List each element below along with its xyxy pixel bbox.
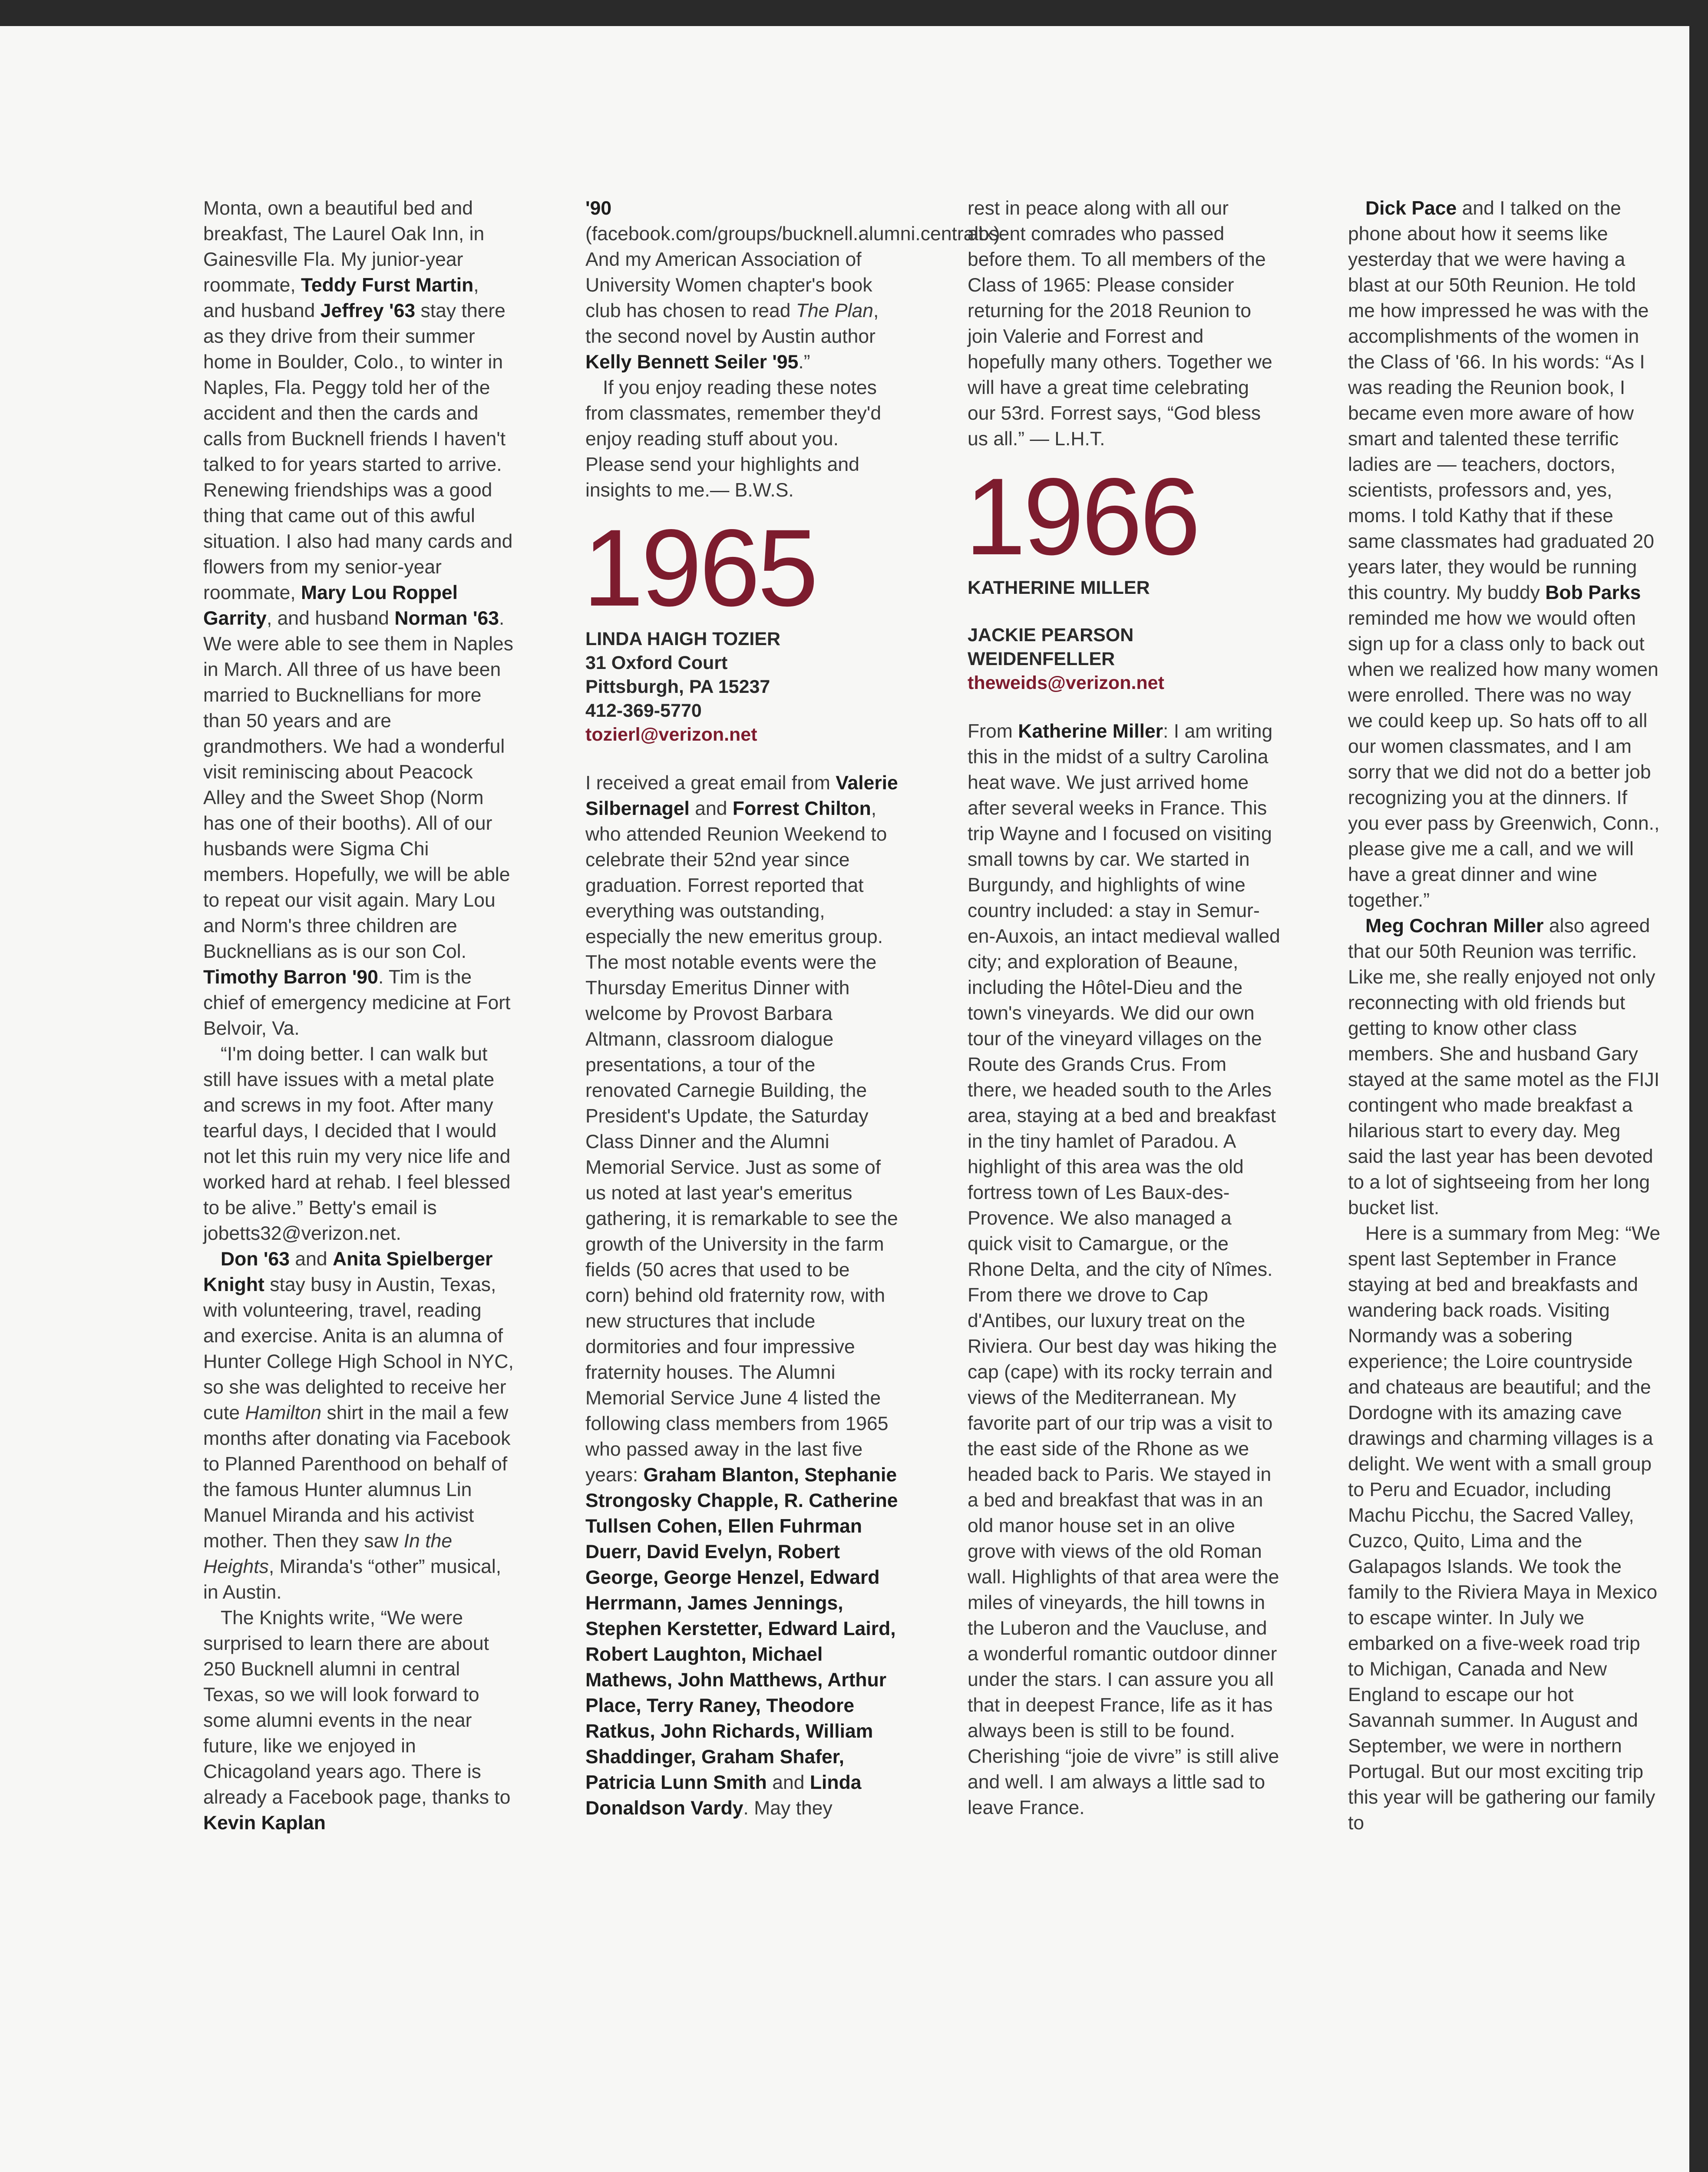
class-rep-email[interactable]: theweids@verizon.net	[968, 672, 1164, 693]
class-rep-name: KATHERINE MILLER	[968, 577, 1150, 598]
paragraph: Meg Cochran Miller also agreed that our 50th Reunion was terrific. Like me, she really enjoyed not only reconnecting with old friends but getting to know other class members. She and husband Gary stayed at the same motel as the FIJI contingent who made breakfast a hilarious start to every day. Meg said the last year has been devoted to a lot of sightseeing from her long bucket list.	[1348, 915, 1660, 1218]
column-1	[203, 195, 516, 1836]
class-rep-email[interactable]: tozierl@verizon.net	[585, 724, 757, 745]
paragraph: “I'm doing better. I can walk but still have issues with a metal plate and screws in my foot. After many tearful days, I decided that I would not let this ruin my very nice life and worked hard at rehab. I feel blessed to be alive.” Betty's email is jobetts32@verizon.net.	[203, 1043, 511, 1244]
paragraph: Here is a summary from Meg: “We spent last September in France staying at bed and breakfasts and wandering back roads. Visiting Normandy was a sobering experience; the Loire countryside and chateaus are beautiful; and the Dordogne with its amazing cave drawings and charming villages is a delight. We went with a small group to Peru and Ecuador, including Machu Picchu, the Sacred Valley, Cuzco, Quito, Lima and the Galapagos Islands. We took the family to the Riviera Maya in Mexico to escape winter. In July we embarked on a five-week road trip to Michigan, Canada and New England to escape our hot Savannah summer. In August and September, we were in northern Portugal. But our most exciting trip this year will be gathering our family to	[1348, 1223, 1661, 1834]
paragraph: Don '63 and Anita Spielberger Knight stay busy in Austin, Texas, with volunteering, travel, reading and exercise. Anita is an alumna of Hunter College High School in NYC, so she was delighted to receive her cute Hamilton shirt in the mail a few months after donating via Facebook to Planned Parenthood on behalf of the famous Hunter alumnus Lin Manuel Miranda and his activist mother. Then they saw In the Heights, Miranda's “other” musical, in Austin.	[203, 1248, 514, 1603]
magazine-page	[0, 26, 1689, 2172]
paragraph: rest in peace along with all our absent comrades who passed before them. To all members of the Class of 1965: Please consider returning for the 2018 Reunion to join Valerie and Forrest and hopefully many others. Together we will have a great time celebrating our 53rd. Forrest says, “God bless us all.” — L.H.T.	[968, 198, 1272, 450]
class-rep-name: LINDA HAIGH TOZIER	[585, 629, 781, 649]
paragraph: Monta, own a beautiful bed and breakfast, The Laurel Oak Inn, in Gainesville Fla. My junior-year roommate, Teddy Furst Martin, and husband Jeffrey '63 stay there as they drive from their summer home in Boulder, Colo., to winter in Naples, Fla. Peggy told her of the accident and then the cards and calls from Bucknell friends I haven't talked to for years started to arrive. Renewing friendships was a good thing that came out of this awful situation. I also had many cards and flowers from my senior-year roommate, Mary Lou Roppel Garrity, and husband Norman '63. We were able to see them in Naples in March. All three of us have been married to Bucknellians for more than 50 years and are grandmothers. We had a wonderful visit reminiscing about Peacock Alley and the Sweet Shop (Norm has one of their booths). All of our husbands were Sigma Chi members. Hopefully, we will be able to repeat our visit again. Mary Lou and Norm's three children are Bucknellians as is our son Col. Timothy Barron '90. Tim is the chief of emergency medicine at Fort Belvoir, Va.	[203, 198, 514, 1039]
paragraph: Dick Pace and I talked on the phone about how it seems like yesterday that we were having a blast at our 50th Reunion. He told me how impressed he was with the accomplishments of the women in the Class of '66. In his words: “As I was reading the Reunion book, I became even more aware of how smart and talented these terrific ladies are — teachers, doctors, scientists, professors and, yes, moms. I told Kathy that if these same classmates had graduated 20 years later, they would be running this country. My buddy Bob Parks reminded me how we would often sign up for a class only to back out when we realized how many women were enrolled. There was no way we could keep up. So hats off to all our women classmates, and I am sorry that we did not do a better job recognizing you at the dinners. If you ever pass by Greenwich, Conn., please give me a call, and we will have a great dinner and wine together.”	[1348, 198, 1660, 911]
class-year-heading: 1965	[583, 507, 816, 629]
class-rep-city: Pittsburgh, PA 15237	[585, 676, 770, 697]
class-year-heading: 1966	[965, 456, 1198, 578]
column-4	[1348, 195, 1661, 1836]
class-rep-phone: 412-369-5770	[585, 700, 702, 721]
class-rep-name: JACKIE PEARSON WEIDENFELLER	[968, 625, 1134, 669]
class-rep-address: 31 Oxford Court	[585, 652, 728, 673]
column-3	[965, 195, 1280, 1821]
paragraph: '90 (facebook.com/groups/bucknell.alumni.centraltx). And my American Association of University Women chapter's book club has chosen to read The Plan, the second novel by Austin author Kelly Bennett Seiler '95.”	[585, 198, 1006, 373]
paragraph: From Katherine Miller: I am writing this in the midst of a sultry Carolina heat wave. We just arrived home after several weeks in France. This trip Wayne and I focused on visiting small towns by car. We started in Burgundy, and highlights of wine country included: a stay in Semur-en-Auxois, an intact medieval walled city; and exploration of Beaune, including the Hôtel-Dieu and the town's vineyards. We did our own tour of the vineyard villages on the Route des Grands Crus. From there, we headed south to the Arles area, staying at a bed and breakfast in the tiny hamlet of Paradou. A highlight of this area was the old fortress town of Les Baux-des-Provence. We also managed a quick visit to Camargue, or the Rhone Delta, and the city of Nîmes. From there we drove to Cap d'Antibes, our luxury treat on the Riviera. Our best day was hiking the cap (cape) with its rocky terrain and views of the Mediterranean. My favorite part of our trip was a visit to the east side of the Rhone as we headed back to Paris. We stayed in a bed and breakfast that was in an old manor house set in an olive grove with views of the old Roman wall. Highlights of that area were the miles of vineyards, the hill towns in the Luberon and the Vaucluse, and a wonderful romantic outdoor dinner under the stars. I can assure you all that in deepest France, life as it has always been is still to be found. Cherishing “joie de vivre” is still alive and well. I am always a little sad to leave France.	[968, 721, 1280, 1818]
paragraph: If you enjoy reading these notes from classmates, remember they'd enjoy reading stuff about you. Please send your highlights and insights to me.— B.W.S.	[585, 377, 882, 501]
column-2	[583, 195, 1006, 1821]
paragraph: The Knights write, “We were surprised to learn there are about 250 Bucknell alumni in central Texas, so we will look forward to some alumni events in the near future, like we enjoyed in Chicagoland years ago. There is already a Facebook page, thanks to Kevin Kaplan	[203, 1607, 511, 1834]
paragraph: I received a great email from Valerie Silbernagel and Forrest Chilton, who attended Reunion Weekend to celebrate their 52nd year since graduation. Forrest reported that everything was outstanding, especially the new emeritus group. The most notable events were the Thursday Emeritus Dinner with welcome by Provost Barbara Altmann, classroom dialogue presentations, a tour of the renovated Carnegie Building, the President's Update, the Saturday Class Dinner and the Alumni Memorial Service. Just as some of us noted at last year's emeritus gathering, it is remarkable to see the growth of the University in the farm fields (50 acres that used to be corn) behind old fraternity row, with new structures that include dormitories and four impressive fraternity houses. The Alumni Memorial Service June 4 listed the following class members from 1965 who passed away in the last five years: Graham Blanton, Stephanie Strongosky Chapple, R. Catherine Tullsen Cohen, Ellen Fuhrman Duerr, David Evelyn, Robert George, George Henzel, Edward Herrmann, James Jennings, Stephen Kerstetter, Edward Laird, Robert Laughton, Michael Mathews, John Matthews, Arthur Place, Terry Raney, Theodore Ratkus, John Richards, William Shaddinger, Graham Shafer, Patricia Lunn Smith and Linda Donaldson Vardy. May they	[585, 772, 898, 1819]
